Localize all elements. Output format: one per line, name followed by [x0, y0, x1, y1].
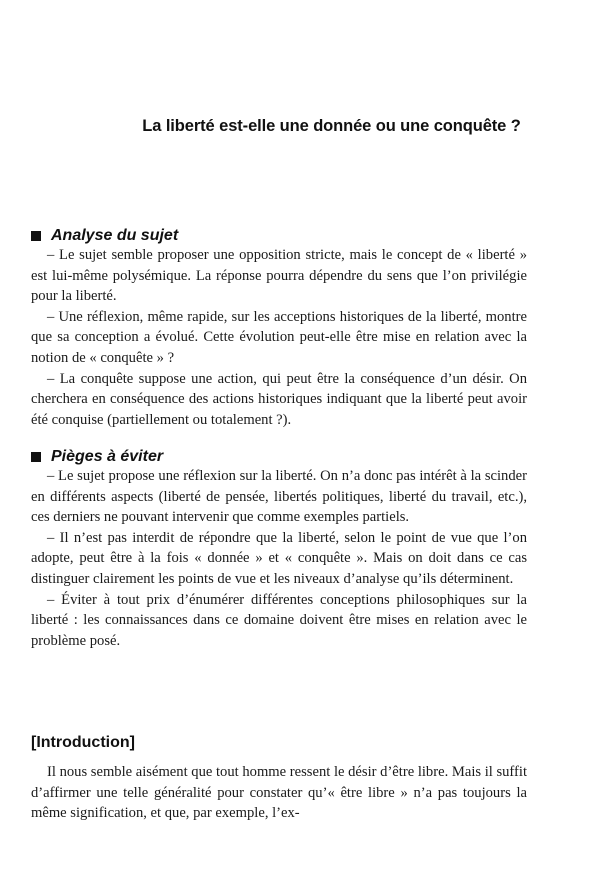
- paragraph: – Une réflexion, même rapide, sur les acceptions historiques de la liberté, montre que sa conception a évolué. Cette évolution peut-elle être mise en relation avec la notion de « conquête » ?: [31, 308, 527, 366]
- pieges-body: [31, 466, 527, 651]
- square-bullet-icon: [31, 452, 41, 462]
- paragraph: – Éviter à tout prix d’énumérer différentes conceptions philosophiques sur la liberté : les connaissances dans ce domaine doivent être mises en relation avec le problème posé.: [31, 591, 527, 649]
- section-heading-label: Pièges à éviter: [51, 448, 164, 465]
- paragraph: – Il n’est pas interdit de répondre que la liberté, selon le point de vue que l’on adopte, peut être à la fois « donnée » et « conquête ». Mais on doit dans ce cas distinguer clairement les points de vue et les niveaux d’analyse qu’ils déterminent.: [31, 529, 527, 587]
- paragraph: – La conquête suppose une action, qui peut être la conséquence d’un désir. On cherchera en conséquence des actions historiques indiquant que la liberté peut avoir été conquise (partiellement ou totalement ?).: [31, 370, 527, 428]
- introduction-body: [31, 762, 527, 824]
- paragraph: Il nous semble aisément que tout homme ressent le désir d’être libre. Mais il suffit d’affirmer une telle généralité pour constater qu’« être libre » n’a pas toujours la même signification, et que, par exemple, l’ex-: [31, 764, 527, 822]
- paragraph: – Le sujet propose une réflexion sur la liberté. On n’a donc pas intérêt à la scinder en différents aspects (liberté de pensée, libertés politiques, liberté du travail, etc.), ces derniers ne pouvant intervenir que comme exemples partiels.: [31, 468, 527, 526]
- section-heading-pieges: [31, 448, 163, 466]
- section-heading-analyse: [31, 227, 178, 245]
- section-heading-label: Analyse du sujet: [51, 227, 179, 244]
- square-bullet-icon: [31, 231, 41, 241]
- page-title: La liberté est-elle une donnée ou une conquête ?: [142, 117, 521, 135]
- analyse-body: [31, 245, 527, 430]
- paragraph: – Le sujet semble proposer une opposition stricte, mais le concept de « liberté » est lui-même polysémique. La réponse pourra dépendre du sens que l’on privilégie pour la liberté.: [31, 247, 527, 305]
- introduction-heading: [Introduction]: [31, 734, 135, 751]
